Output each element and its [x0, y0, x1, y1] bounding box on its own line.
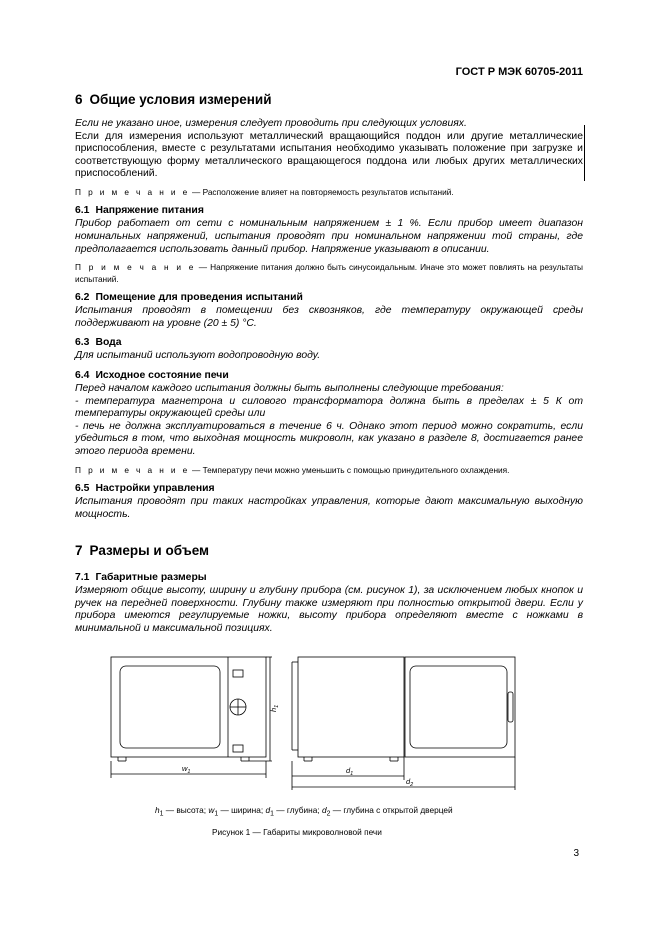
section-6-4-note: П р и м е ч а н и е — Температуру печи можно уменьшить с помощью принудительного охлаждения.: [75, 464, 510, 475]
svg-text:w1: $w_1$: [182, 764, 191, 775]
document-body: [75, 92, 583, 636]
svg-text:d2: $d_2$: [406, 777, 414, 788]
figure-caption: Рисунок 1 — Габариты микроволновой печи: [212, 827, 382, 837]
microwave-dimensions-drawing: [110, 650, 560, 800]
section-6-1-text: Прибор работает от сети с номинальным напряжением ± 1 %. Если прибор имеет диапазон номинальных напряжений, испытания проводят при номинальном напряжении той страны, где предполагается использовать данный прибор. Напряжение указывают в описании.: [75, 218, 583, 255]
section-6-5-text: Испытания проводят при таких настройках управления, которые дают максимальную выходную мощность.: [75, 496, 583, 520]
figure-1: [110, 650, 560, 800]
svg-text:d1: $d_1$: [346, 766, 354, 777]
door-handle: [508, 692, 513, 722]
section-6-4-text-2: - температура магнетрона и силового трансформатора должна быть в пределах ± 5 К от температуры окружающей среды или: [75, 395, 583, 420]
section-6-1-heading: 6.1 Напряжение питания: [75, 205, 204, 217]
section-6-2-heading: 6.2 Помещение для проведения испытаний: [75, 292, 303, 304]
section-6-note: П р и м е ч а н и е — Расположение влияет на повторяемость результатов испытаний.: [75, 186, 454, 197]
section-6-2-text: Испытания проводят в помещении без сквозняков, где температуру окружающей среды поддерживают на уровне (20 ± 5) °С.: [75, 305, 583, 329]
svg-text:h1: $h_1$: [269, 704, 280, 712]
revision-bar: [584, 125, 585, 181]
section-6-1-note: П р и м е ч а н и е — Напряжение питания должно быть синусоидальным. Иначе это может повлиять на результаты испытаний.: [75, 262, 583, 284]
section-6-4-text-3: - печь не должна эксплуатироваться в течение 6 ч. Однако этот период можно сократить, если убедиться в том, что выходная мощность микроволн, как указано в разделе 8, достигается ранее этого периода времени.: [75, 420, 583, 457]
section-6-3-heading: 6.3 Вода: [75, 337, 122, 349]
oven-side-body: [298, 657, 404, 757]
page-number: 3: [573, 848, 579, 859]
section-6-3-text: Для испытаний используют водопроводную воду.: [75, 350, 321, 362]
section-6-4-text-1: Перед началом каждого испытания должны быть выполнены следующие требования:: [75, 383, 504, 395]
oven-door-window: [120, 666, 220, 748]
section-6-intro: Если не указано иное, измерения следует проводить при следующих условиях.: [75, 118, 467, 129]
section-6-heading: 6 Общие условия измерений: [75, 92, 272, 107]
oven-open-door: [405, 657, 515, 757]
section-6-4-heading: 6.4 Исходное состояние печи: [75, 370, 229, 382]
document-header: ГОСТ Р МЭК 60705-2011: [455, 66, 583, 78]
figure-legend: $h_1$ — высота; $w_1$ — ширина; $d_1$ — глубина; $d_2$ — глубина с открытой дверцей: [155, 805, 453, 818]
section-7-heading: 7 Размеры и объем: [75, 543, 210, 559]
section-7-1-heading: 7.1 Габаритные размеры: [75, 572, 207, 584]
section-7-1-text: Измеряют общие высоту, ширину и глубину прибора (см. рисунок 1), за исключением любых кнопок и ручек на передней поверхности. Глубину также измеряют при полностью открытой двери. Если у прибора имеются регулируемые ножки, высоту прибора определяют вместе с ножками в минимальной и максимальной позициях.: [75, 585, 583, 635]
section-6-para: Если для измерения используют металлический вращающийся поддон или другие металлические приспособления, вместе с результатами испытания необходимо указывать положение при загрузке и соответствующую форму металлического вращающегося поддона или любых других металлических приспособлений.: [75, 130, 583, 180]
section-6-5-heading: 6.5 Настройки управления: [75, 483, 215, 495]
